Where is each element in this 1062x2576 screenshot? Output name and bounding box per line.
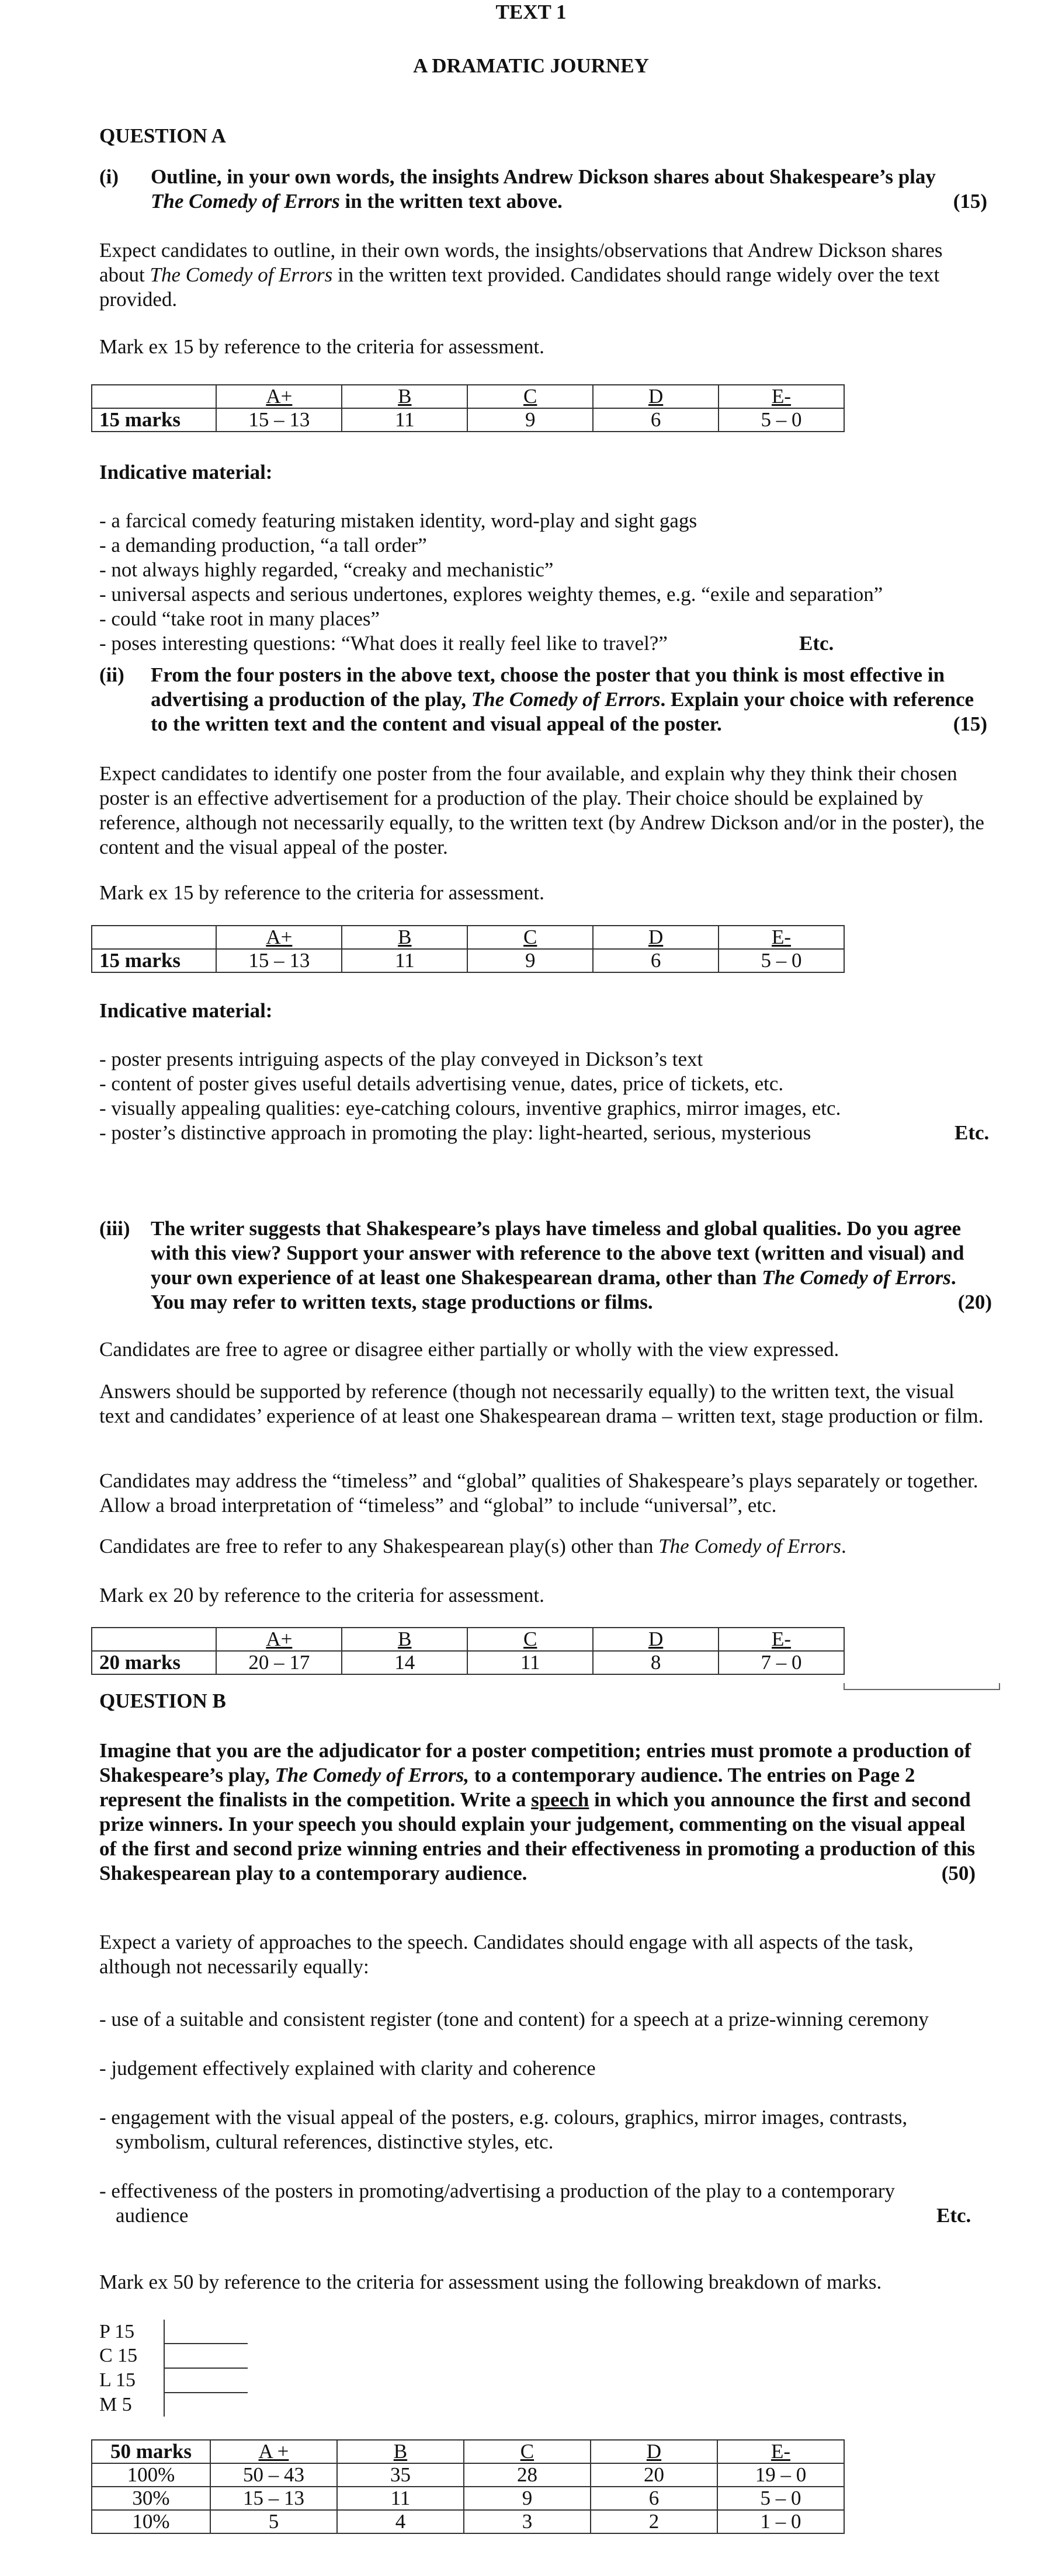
question-a-heading: QUESTION A [99, 124, 226, 147]
question-b-expect: Expect a variety of approaches to the speech. Candidates should engage with all aspects of the task, although not necessarily equally: [99, 1931, 914, 1978]
list-item: - engagement with the visual appeal of the posters, e.g. colours, graphics, mirror images, contrasts, symbolism, cultural references, distinctive styles, etc. [99, 2106, 908, 2153]
pclm-breakdown: P 15 C 15 L 15 M 5 [92, 2320, 248, 2417]
part-iii-p1: Candidates are free to agree or disagree either partially or wholly with the view expressed. [99, 1338, 839, 1361]
part-i-etc: Etc. [799, 632, 834, 655]
list-item: - judgement effectively explained with clarity and coherence [99, 2057, 596, 2080]
part-ii-indicative-heading: Indicative material: [99, 999, 273, 1022]
part-i-expect: Expect candidates to outline, in their own words, the insights/observations that Andrew Dickson shares about The Comedy of Errors in the written text provided. Candidates should range widely over the text provided. [99, 239, 943, 311]
part-ii-etc: Etc. [955, 1121, 990, 1144]
part-ii-marks: (15) [953, 712, 987, 735]
part-i-indicative-heading: Indicative material: [99, 461, 273, 484]
part-iii-number: (iii) [99, 1217, 130, 1240]
part-ii-marks-table: A+ B C D E- 15 marks 15 – 13 11 9 6 5 – 0 [91, 925, 845, 973]
part-i-prompt: Outline, in your own words, the insights Andrew Dickson shares about Shakespeare’s play The Comedy of Errors in the written text above. (15) [151, 165, 987, 213]
list-item: - poster presents intriguing aspects of the play conveyed in Dickson’s text [99, 1048, 703, 1070]
part-i-marks: (15) [953, 190, 987, 213]
list-item: - effectiveness of the posters in promoting/advertising a production of the play to a contemporary audience [99, 2179, 896, 2227]
question-b-etc: Etc. [936, 2204, 971, 2227]
list-item: - poster’s distinctive approach in promoting the play: light-hearted, serious, mysterious [99, 1121, 811, 1144]
list-item: - a farcical comedy featuring mistaken identity, word-play and sight gags [99, 509, 697, 532]
part-iii-marks-table: A+ B C D E- 20 marks 20 – 17 14 11 8 7 – 0 [91, 1627, 845, 1675]
question-b-heading: QUESTION B [99, 1689, 226, 1712]
list-item: - poses interesting questions: “What does it really feel like to travel?” [99, 632, 668, 655]
part-ii-number: (ii) [99, 663, 124, 686]
part-i-marks-table: A+ B C D E- 15 marks 15 – 13 11 9 6 5 – 0 [91, 384, 845, 432]
part-iii-p4: Candidates are free to refer to any Shakespearean play(s) other than The Comedy of Errors. [99, 1535, 846, 1558]
part-i-number: (i) [99, 165, 119, 188]
list-item: - a demanding production, “a tall order” [99, 534, 427, 557]
text-label: TEXT 1 [495, 1, 567, 23]
list-item: - universal aspects and serious undertones, explores weighty themes, e.g. “exile and separation” [99, 583, 883, 606]
part-iii-prompt: The writer suggests that Shakespeare’s plays have timeless and global qualities. Do you agree with this view? Support your answer with reference to the above text (written and visual) and your own experience of at least one Shakespearean drama, other than The Comedy of Errors. You may refer to written texts, stage productions or films. (20) [151, 1217, 992, 1313]
question-b-prompt: Imagine that you are the adjudicator for a poster competition; entries must promote a production of Shakespeare’s play, The Comedy of Errors, to a contemporary audience. The entries on Page 2 represent the finalists in the competition. Write a speech in which you announce the first and second prize winners. In your speech you should explain your judgement, commenting on the visual appeal of the first and second prize winning entries and their effectiveness in promoting a production of this Shakespearean play to a contemporary audience. (50) [99, 1739, 976, 1885]
question-b-mark-ex: Mark ex 50 by reference to the criteria for assessment using the following breakdown of marks. [99, 2271, 882, 2293]
divider [844, 1683, 1000, 1690]
part-iii-marks: (20) [957, 1291, 992, 1313]
list-item: - could “take root in many places” [99, 607, 380, 630]
part-ii-expect: Expect candidates to identify one poster from the four available, and explain why they think their chosen poster is an effective advertisement for a production of the play. Their choice should be explained by reference, although not necessarily equally, to the written text (by Andrew Dickson and/or in the poster), the content and the visual appeal of the poster. [99, 762, 984, 858]
page-title: A DRAMATIC JOURNEY [413, 54, 649, 77]
list-item: - content of poster gives useful details advertising venue, dates, price of tickets, etc. [99, 1072, 784, 1095]
part-iii-p3: Candidates may address the “timeless” and “global” qualities of Shakespeare’s plays separately or together. Allow a broad interpretation of “timeless” and “global” to include “universal”, etc. [99, 1469, 978, 1517]
part-ii-mark-ex: Mark ex 15 by reference to the criteria for assessment. [99, 881, 544, 904]
question-b-marks-table: 50 marks A + B C D E- 100% 50 – 43 35 28 20 19 – 0 30% 15 – 13 11 9 6 5 – 0 10% 5 4 3 2 1 – 0 [91, 2439, 845, 2534]
part-iii-p2: Answers should be supported by reference (though not necessarily equally) to the written text, the visual text and candidates’ experience of at least one Shakespearean drama – written text, stage production or film. [99, 1380, 984, 1427]
question-b-marks: (50) [941, 1862, 976, 1885]
part-ii-prompt: From the four posters in the above text, choose the poster that you think is most effective in advertising a production of the play, The Comedy of Errors. Explain your choice with reference to the written text and the content and visual appeal of the poster. (15) [151, 663, 987, 735]
part-i-mark-ex: Mark ex 15 by reference to the criteria for assessment. [99, 335, 544, 358]
list-item: - use of a suitable and consistent register (tone and content) for a speech at a prize-winning ceremony [99, 2008, 929, 2031]
list-item: - not always highly regarded, “creaky and mechanistic” [99, 558, 554, 581]
part-iii-mark-ex: Mark ex 20 by reference to the criteria for assessment. [99, 1584, 544, 1607]
list-item: - visually appealing qualities: eye-catching colours, inventive graphics, mirror images, etc. [99, 1097, 841, 1120]
